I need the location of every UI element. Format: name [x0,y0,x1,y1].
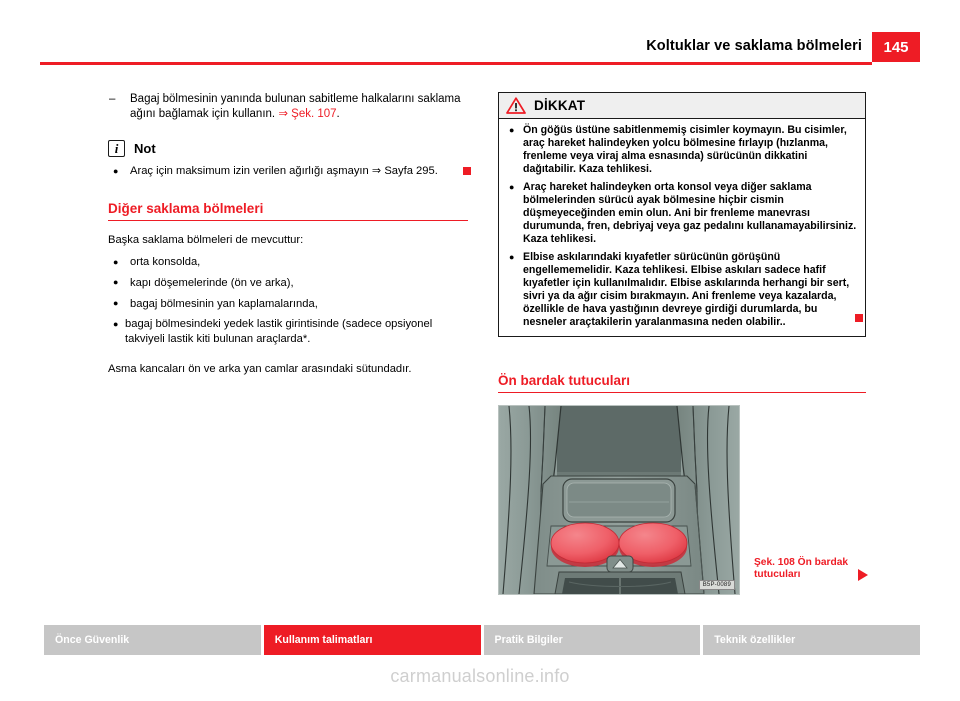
list-item [108,255,468,270]
footer-tab-teknik-ozellikler[interactable]: Teknik özellikler [703,625,920,655]
dash-marker: – [109,93,116,105]
note-title: Not [134,141,156,157]
warning-title: DİKKAT [534,98,586,113]
page-number-badge: 145 [872,32,920,62]
footer-tab-bar [44,625,920,655]
watermark: carmanualsonline.info [390,666,570,686]
info-icon: i [108,140,125,157]
figure [498,405,866,595]
warning-item-text: Araç hareket halindeyken orta konsol veya diğer saklama bölmelerinden sürücü ayak bölmesine hiçbir cismin düşmeyeceğinden emin olun. Ani bir frenleme manevrası durumunda, fren, debriyaj veya gaz pedalını kullanamayabilirsiniz. Kaza tehlikesi. [523,181,857,245]
figure-caption [754,557,859,582]
list-item-label: bagaj bölmesinin yan kaplamalarında, [130,297,318,310]
warning-item-text: Ön göğüs üstüne sabitlenmemiş cisimler koymayın. Bu cisimler, araç hareket halindeyken yolcu bölmesine fırlayıp (hızlanma, frenleme veya viraj alma esnasında) sürücünün dikkatini dağıtabilir. Kaza tehlikesi. [523,124,847,175]
page-header [40,38,920,68]
continue-arrow-icon [858,569,868,581]
warning-item [506,124,858,176]
header-rule [40,62,872,65]
right-column [498,92,866,595]
section-heading-label: Diğer saklama bölmeleri [108,200,264,216]
section-heading-label: Ön bardak tutucuları [498,373,631,388]
warning-body [499,119,865,336]
bullet-icon: ● [113,165,119,176]
bullet-icon: ● [113,318,119,329]
figure-caption-text: Ön bardak tutucuları [754,556,849,580]
section-closing-text: Asma kancaları ön ve arka yan camlar arasındaki sütundadır. [108,363,412,376]
warning-item-text: Elbise askılarındaki kıyafetler sürücünün görüşünü engellememelidir. Kaza tehlikesi. Elbise askıları sadece hafif kıyafetler için kullanılmalıdır. Elbise askılarında herhangi bir sert, sivri ya da ağır cisim bırakmayın. Ani frenleme veya kazalarda, özellikle de hava yastığının devreye girdiği durumlarda, bu nesneler araçtakilerin yaralanmasına neden olabilir.. [523,251,850,328]
section-heading-cup-holders [498,373,866,393]
cross-reference-link[interactable]: ⇒ Şek. 107 [278,107,337,120]
list-item-label: orta konsolda, [130,256,201,269]
left-column [108,92,468,377]
list-item [108,317,468,346]
note-header [108,140,468,157]
warning-item [506,181,858,246]
footer-tab-kullanim-talimatlari[interactable]: Kullanım talimatları [264,625,484,655]
section-rule [498,392,866,393]
end-of-section-marker [463,167,471,175]
note-bullet [108,164,468,178]
warning-item [506,251,858,329]
bullet-icon: ● [113,277,119,288]
dash-list-item [108,92,468,121]
list-item [108,276,468,291]
section-heading-other-storage [108,201,468,221]
warning-box [498,92,866,337]
list-item-label: bagaj bölmesindeki yedek lastik girintisinde (sadece opsiyonel takviyeli lastik kiti bulunan araçlarda*. [125,318,433,345]
footer-tab-once-guvenlik[interactable]: Önce Güvenlik [44,625,264,655]
list-item [108,297,468,312]
bullet-icon: ● [509,181,515,192]
note-bullet-text: Araç için maksimum izin verilen ağırlığı aşmayın ⇒ Sayfa 295. [130,165,438,178]
bullet-icon: ● [113,298,119,309]
bullet-icon: ● [509,251,515,262]
console-illustration [499,406,739,594]
footer-tab-pratik-bilgiler[interactable]: Pratik Bilgiler [484,625,704,655]
image-code-label: B5P-0089 [699,580,735,590]
end-of-section-marker [855,314,863,322]
bullet-icon: ● [113,256,119,267]
section-rule [108,220,468,221]
dash-item-text: Bagaj bölmesinin yanında bulunan sabitleme halkalarını saklama ağını bağlamak için kullanın. [130,93,461,120]
dash-item-text-tail: . [336,107,340,120]
center-console-cup-holders-photo [498,405,740,595]
page-title: Koltuklar ve saklama bölmeleri [646,38,862,54]
figure-number: Şek. 108 [754,556,795,568]
section-intro-text: Başka saklama bölmeleri de mevcuttur: [108,233,304,246]
list-item-label: kapı döşemelerinde (ön ve arka), [130,276,294,289]
bullet-icon: ● [509,124,515,135]
warning-triangle-icon [506,97,526,114]
warning-header [499,93,865,119]
